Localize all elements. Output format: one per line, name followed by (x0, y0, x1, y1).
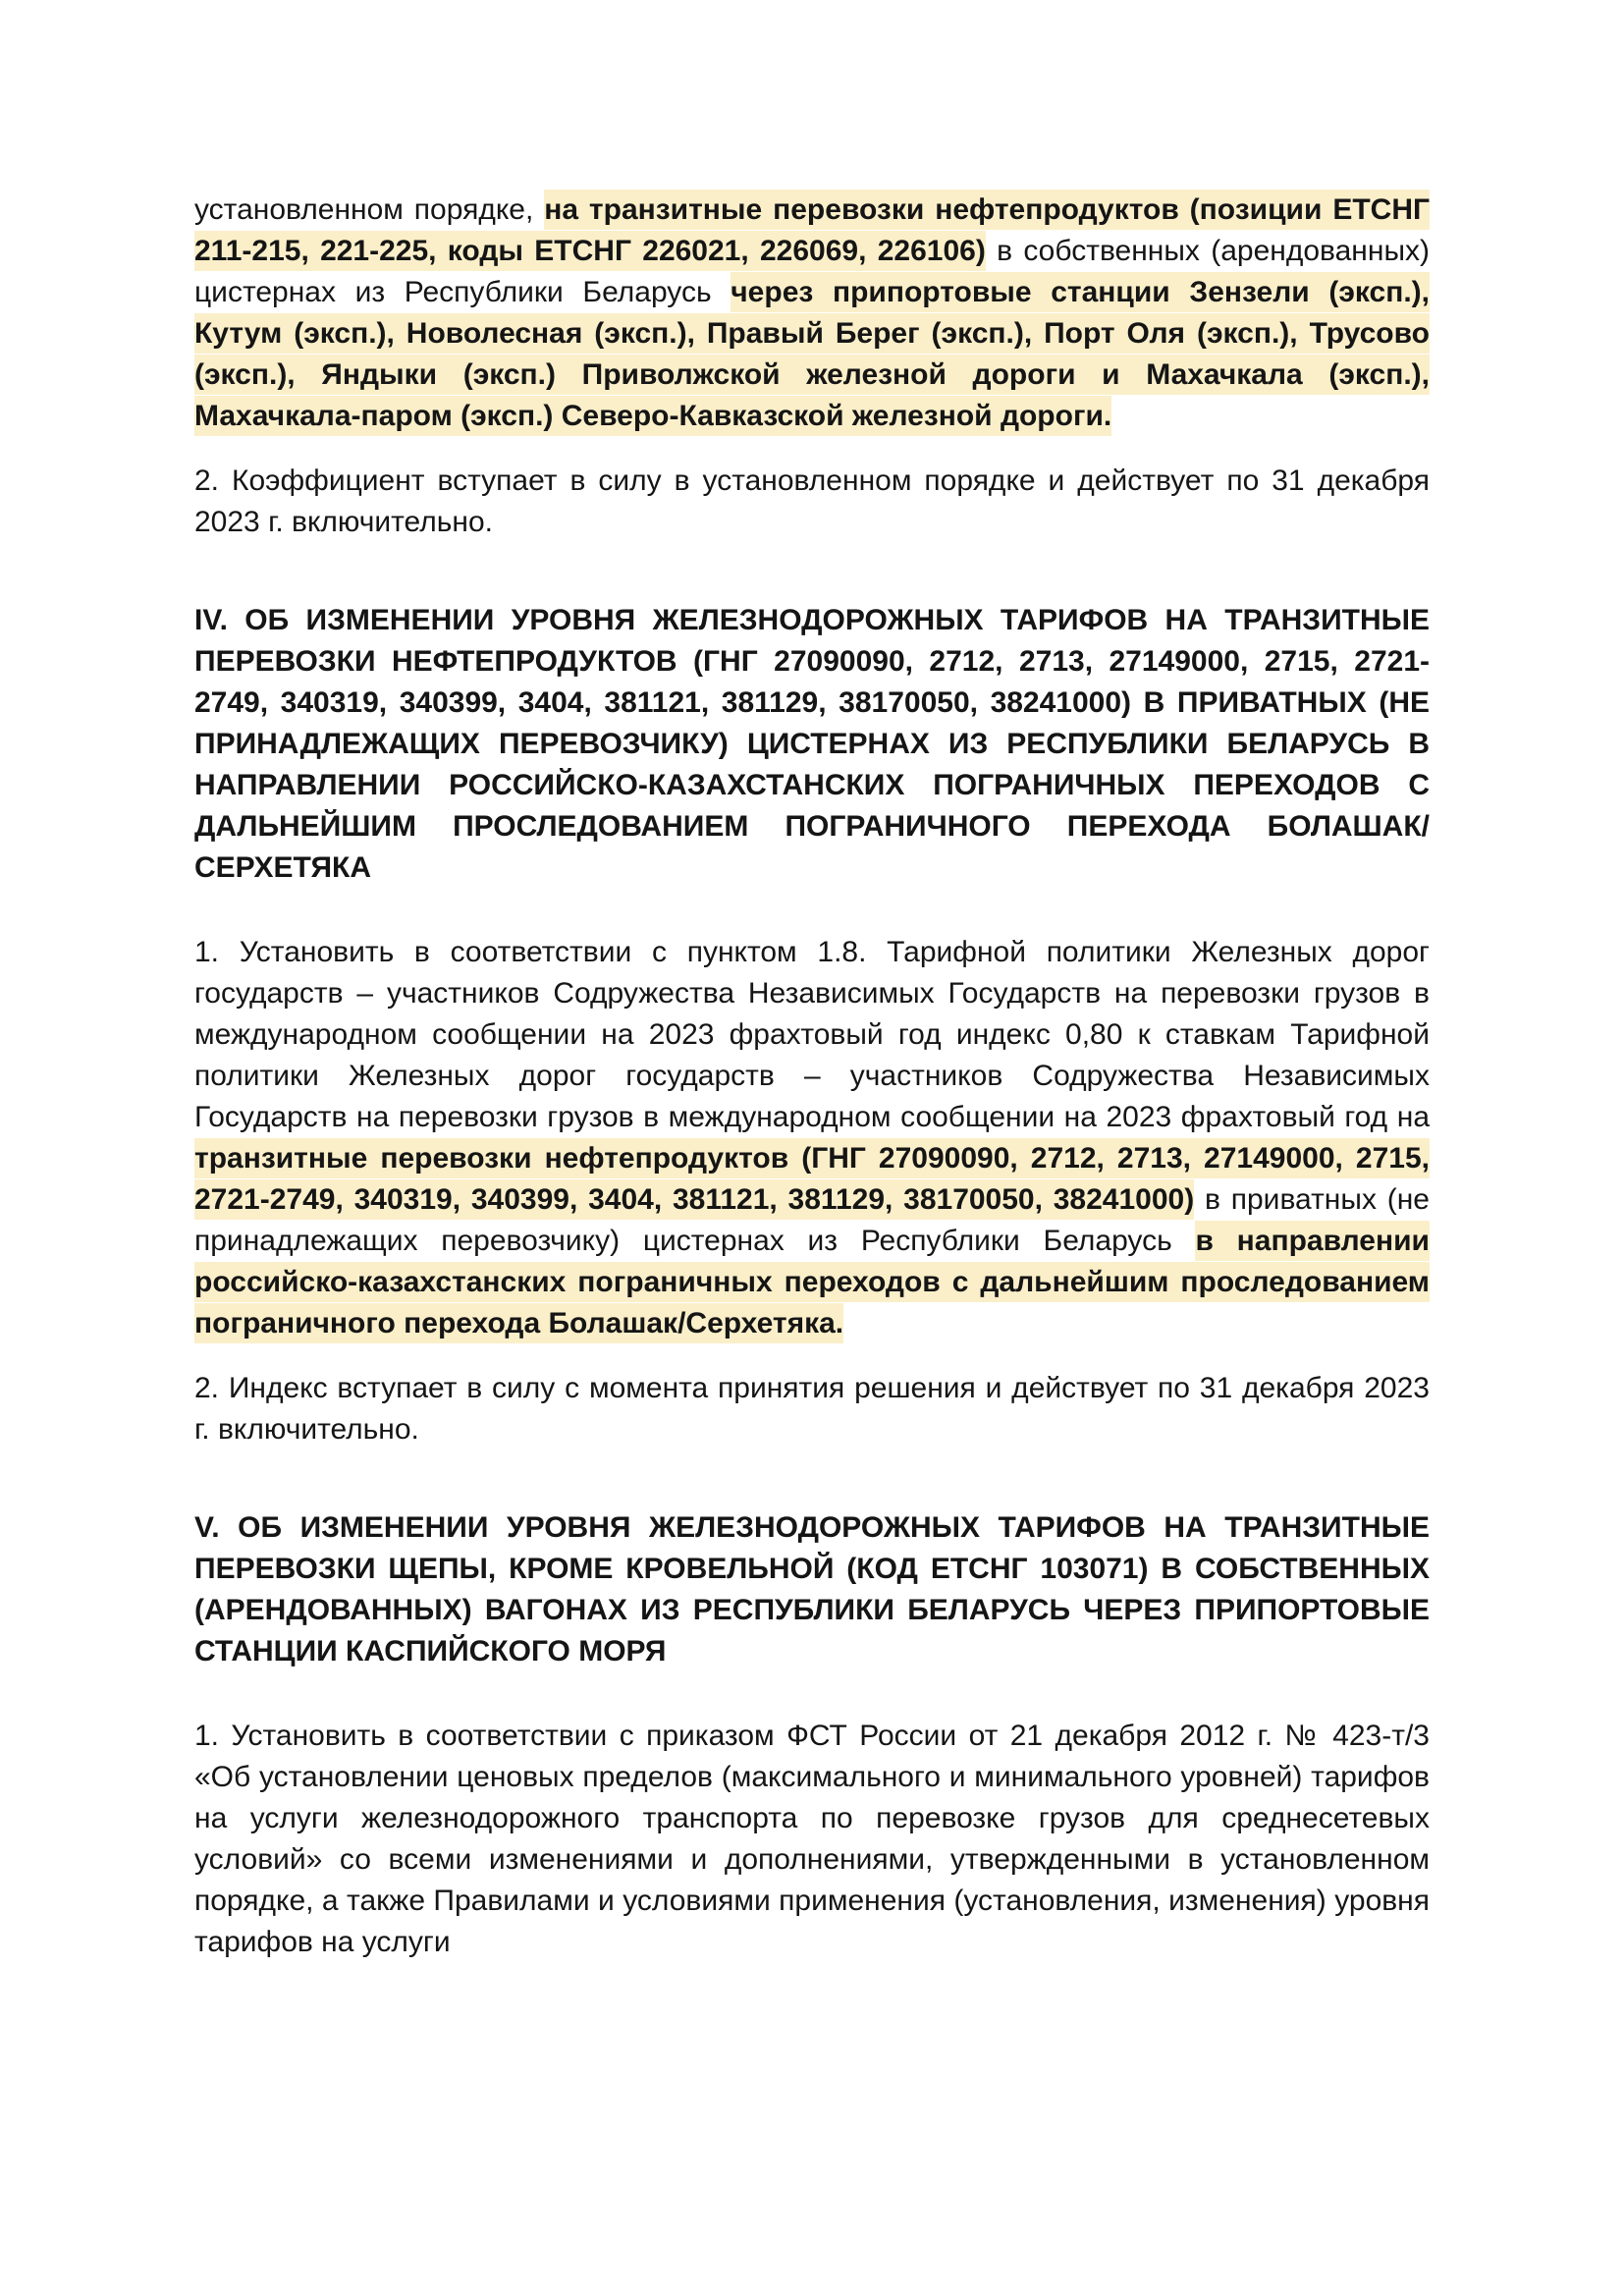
section-heading (194, 600, 1430, 889)
text-run: 2. Индекс вступает в силу с момента принятия решения и действует по 31 декабря 2023 г. включительно. (194, 1372, 1430, 1446)
text-run: в собственных (арендованных) цистернах из Республики Беларусь (194, 235, 1430, 308)
highlighted-text-run: на транзитные перевозки нефтепродуктов (позиции ЕТСНГ 211-215, 221-225, коды ЕТСНГ 226021, 226069, 226106) (194, 190, 1430, 271)
text-run: V. ОБ ИЗМЕНЕНИИ УРОВНЯ ЖЕЛЕЗНОДОРОЖНЫХ ТАРИФОВ НА ТРАНЗИТНЫЕ ПЕРЕВОЗКИ ЩЕПЫ, КРОМЕ КРОВЕЛЬНОЙ (КОД ЕТСНГ 103071) В СОБСТВЕННЫХ (АРЕНДОВАННЫХ) ВАГОНАХ ИЗ РЕСПУБЛИКИ БЕЛАРУСЬ ЧЕРЕЗ ПРИПОРТОВЫЕ СТАНЦИИ КАСПИЙСКОГО МОРЯ (194, 1511, 1430, 1667)
highlighted-text-run: в направлении российско-казахстанских пограничных переходов с дальнейшим проследованием пограничного перехода Болашак/Серхетяка. (194, 1221, 1430, 1343)
text-run: установленном порядке, (194, 193, 545, 226)
text-run: в приватных (не принадлежащих перевозчику) цистернах из Республики Беларусь (194, 1183, 1430, 1257)
text-run: 2. Коэффициент вступает в силу в установленном порядке и действует по 31 декабря 2023 г. включительно. (194, 465, 1430, 538)
paragraph (194, 1368, 1430, 1450)
document-body (194, 190, 1430, 1963)
text-run: 1. Установить в соответствии с приказом ФСТ России от 21 декабря 2012 г. № 423-т/3 «Об установлении ценовых пределов (максимального и минимального уровней) тарифов на услуги железнодорожного транспорта по перевозке грузов для среднесетевых условий» со всеми изменениями и дополнениями, утвержденными в установленном порядке, а также Правилами и условиями применения (установления, изменения) уровня тарифов на услуги (194, 1720, 1430, 1958)
paragraph (194, 461, 1430, 543)
section-heading (194, 1507, 1430, 1672)
highlighted-text-run: через припортовые станции Зензели (эксп.), Кутум (эксп.), Новолесная (эксп.), Правый Берег (эксп.), Порт Оля (эксп.), Трусово (эксп.), Яндыки (эксп.) Приволжской железной дороги и Махачкала (эксп.), Махачкала-паром (эксп.) Северо-Кавказской железной дороги. (194, 272, 1430, 436)
paragraph (194, 932, 1430, 1344)
highlighted-text-run: транзитные перевозки нефтепродуктов (ГНГ 27090090, 2712, 2713, 27149000, 2715, 2721-2749, 340319, 340399, 3404, 381121, 381129, 38170050, 38241000) (194, 1138, 1430, 1220)
text-run: IV. ОБ ИЗМЕНЕНИИ УРОВНЯ ЖЕЛЕЗНОДОРОЖНЫХ ТАРИФОВ НА ТРАНЗИТНЫЕ ПЕРЕВОЗКИ НЕФТЕПРОДУКТОВ (ГНГ 27090090, 2712, 2713, 27149000, 2715, 2721-2749, 340319, 340399, 3404, 381121, 381129, 38170050, 38241000) В ПРИВАТНЫХ (НЕ ПРИНАДЛЕЖАЩИХ ПЕРЕВОЗЧИКУ) ЦИСТЕРНАХ ИЗ РЕСПУБЛИКИ БЕЛАРУСЬ В НАПРАВЛЕНИИ РОССИЙСКО-КАЗАХСТАНСКИХ ПОГРАНИЧНЫХ ПЕРЕХОДОВ С ДАЛЬНЕЙШИМ ПРОСЛЕДОВАНИЕМ ПОГРАНИЧНОГО ПЕРЕХОДА БОЛАШАК/СЕРХЕТЯКА (194, 604, 1430, 884)
paragraph (194, 190, 1430, 437)
text-run: 1. Установить в соответствии с пунктом 1.8. Тарифной политики Железных дорог государств – участников Содружества Независимых Государств на перевозки грузов в международном сообщении на 2023 фрахтовый год индекс 0,80 к ставкам Тарифной политики Железных дорог государств – участников Содружества Независимых Государств на перевозки грузов в международном сообщении на 2023 фрахтовый год на (194, 936, 1430, 1133)
paragraph (194, 1716, 1430, 1963)
